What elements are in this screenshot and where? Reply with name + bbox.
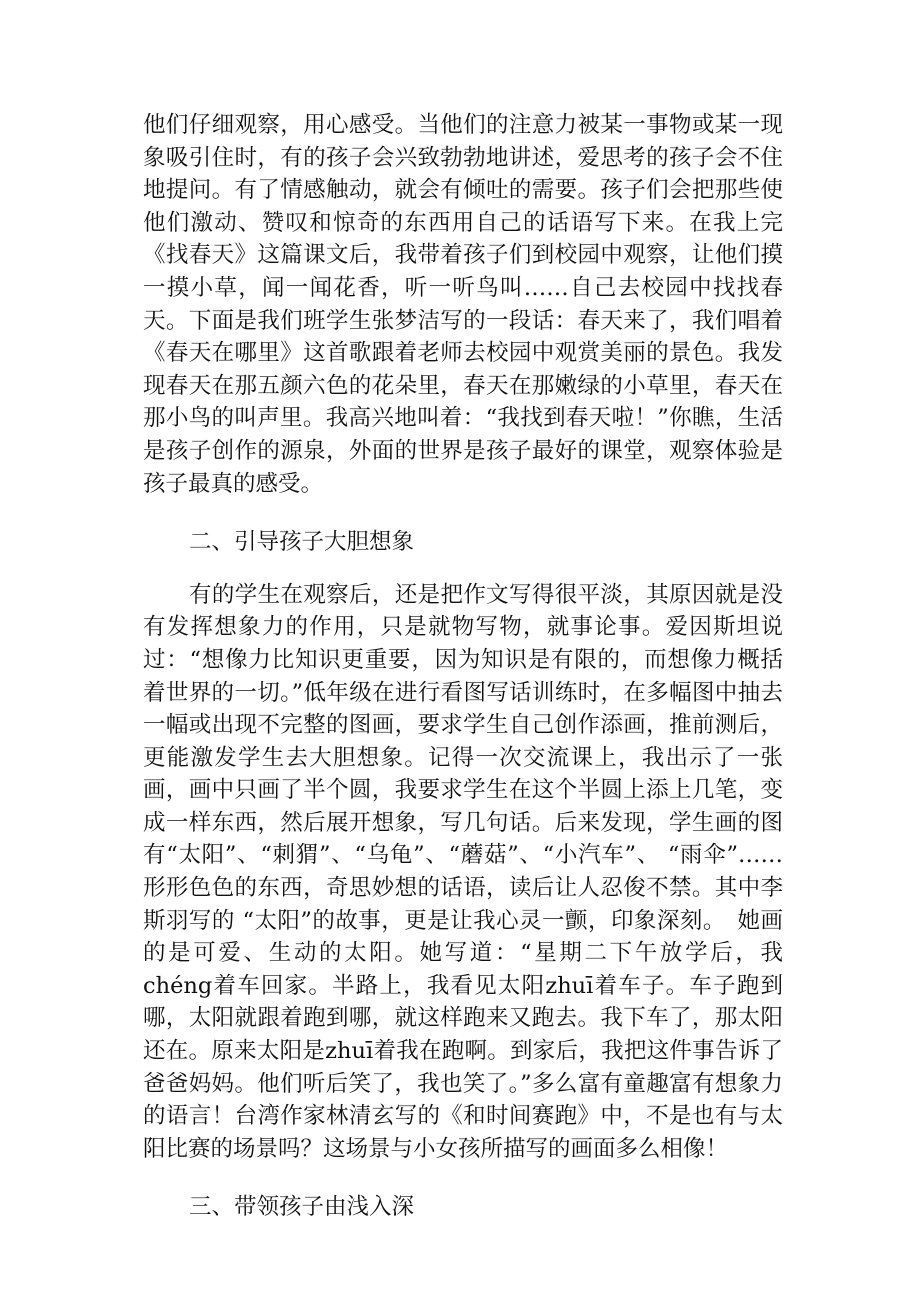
paragraph-spacer <box>143 1165 783 1191</box>
paragraph-spacer <box>143 559 783 579</box>
section-heading-depth: 三、带领孩子由浅入深 <box>189 1194 415 1221</box>
section-heading-imagination: 二、引导孩子大胆想象 <box>189 529 415 556</box>
paragraph-observation: 他们仔细观察，用心感受。当他们的注意力被某一事物或某一现象吸引住时，有的孩子会兴致勃勃地讲述，爱思考的孩子会不住地提问。有了情感触动，就会有倾吐的需要。孩子们会把那些使他们激动、赞叹和惊奇的东西用自己的话语写下来。在我上完《找春天》这篇课文后，我带着孩子们到校园中观察，让他们摸一摸小草，闻一闻花香，听一听鸟叫……自己去校园中找找春天。下面是我们班学生张梦洁写的一段话：春天来了，我们唱着《春天在哪里》这首歌跟着老师去校园中观赏美丽的景色。我发现春天在那五颜六色的花朵里，春天在那嫩绿的小草里，春天在那小鸟的叫声里。我高兴地叫着：“我找到春天啦！”你瞧，生活是孩子创作的源泉，外面的世界是孩子最好的课堂，观察体验是孩子最真的感受。 <box>143 112 783 497</box>
document-body <box>143 109 783 1224</box>
paragraph-imagination: 有的学生在观察后，还是把作文写得很平淡，其原因就是没有发挥想象力的作用，只是就物写物，就事论事。爱因斯坦说过：“想像力比知识更重要，因为知识是有限的，而想像力概括着世界的一切。”低年级在进行看图写话训练时，在多幅图中抽去一幅或出现不完整的图画，要求学生自己创作添画，推前测后，更能激发学生去大胆想象。记得一次交流课上，我出示了一张画，画中只画了半个圆，我要求学生在这个半圆上添上几笔，变成一样东西，然后展开想象，写几句话。后来发现，学生画的图有“太阳”、“刺猬”、“乌龟”、“蘑菇”、“小汽车”、 “雨伞”……形形色色的东西，奇思妙想的话语，读后让人忍俊不禁。其中李斯羽写的 “太阳”的故事，更是让我心灵一颤，印象深刻。 她画的是可爱、生动的太阳。她写道：“星期二下午放学后，我chéng着车回家。半路上，我看见太阳zhuī着车子。车子跑到哪，太阳就跟着跑到哪，就这样跑来又跑去。我下车了，那太阳还在。原来太阳是zhuī着我在跑啊。到家后，我把这件事告诉了爸爸妈妈。他们听后笑了，我也笑了。”多么富有童趣富有想象力的语言！台湾作家林清玄写的《和时间赛跑》中，不是也有与太阳比赛的场景吗？这场景与小女孩所描写的画面多么相像！ <box>143 581 783 1162</box>
paragraph-spacer <box>143 500 783 526</box>
